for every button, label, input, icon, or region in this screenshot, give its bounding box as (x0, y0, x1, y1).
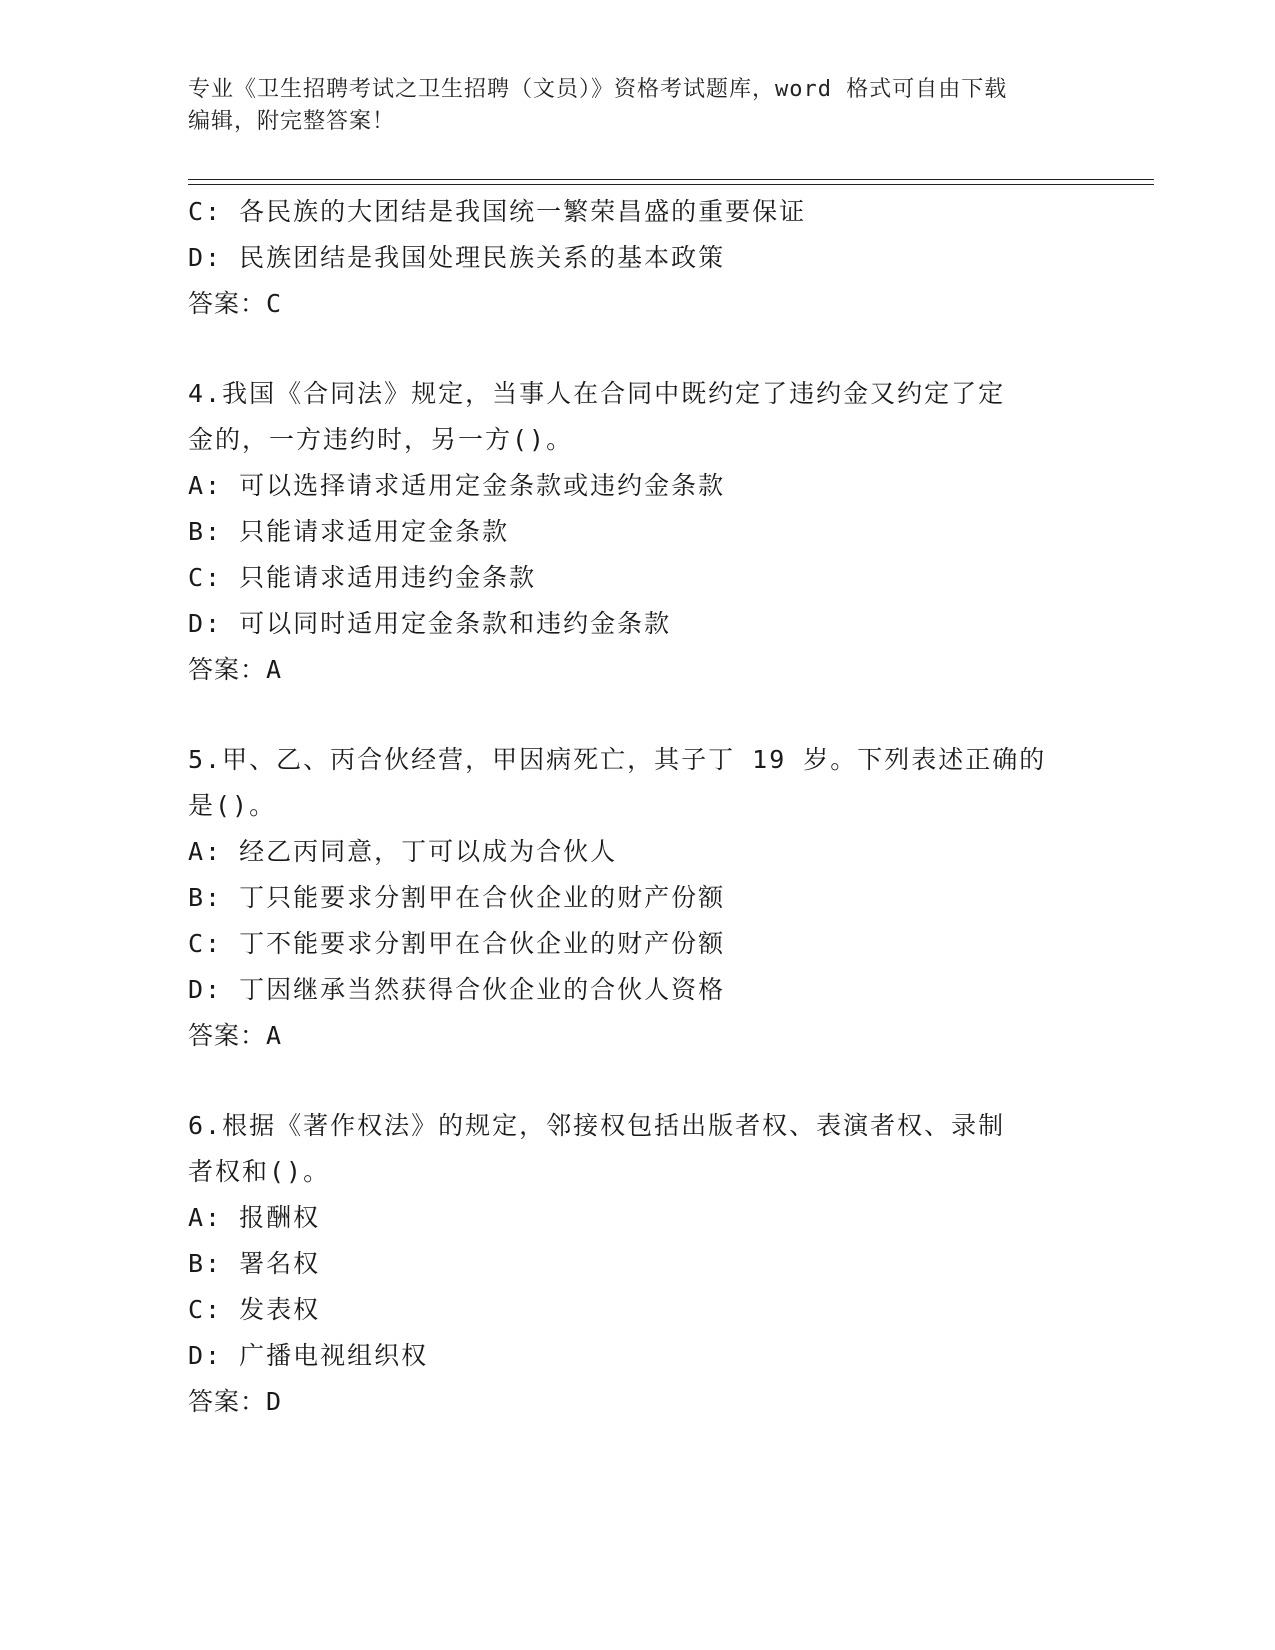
answer-line: 答案：A (188, 655, 283, 684)
option-a: A: 可以选择请求适用定金条款或违约金条款 (188, 471, 726, 500)
option-a: A: 报酬权 (188, 1203, 321, 1232)
option-b: B: 署名权 (188, 1249, 321, 1278)
question-stem-line: 6.根据《著作权法》的规定，邻接权包括出版者权、表演者权、录制 (188, 1111, 1006, 1140)
answer-line: 答案：C (188, 289, 283, 318)
header-line-1: 专业《卫生招聘考试之卫生招聘（文员）》资格考试题库，word 格式可自由下载 (188, 77, 1008, 102)
option-d: D: 广播电视组织权 (188, 1341, 429, 1370)
question-block-4 (188, 371, 1088, 693)
answer-line: 答案：A (188, 1021, 283, 1050)
option-d: D: 可以同时适用定金条款和违约金条款 (188, 609, 672, 638)
question-stem-line: 4.我国《合同法》规定，当事人在合同中既约定了违约金又约定了定 (188, 379, 1006, 408)
question-block-partial (188, 189, 1088, 327)
option-c: C: 各民族的大团结是我国统一繁荣昌盛的重要保证 (188, 197, 807, 226)
header-line-2: 编辑，附完整答案！ (188, 109, 396, 134)
spacer (188, 693, 1088, 737)
question-block-6 (188, 1103, 1088, 1425)
header-divider-top (188, 179, 1154, 180)
spacer (188, 327, 1088, 371)
answer-line: 答案：D (188, 1387, 283, 1416)
option-b: B: 丁只能要求分割甲在合伙企业的财产份额 (188, 883, 726, 912)
question-stem-line: 金的，一方违约时，另一方()。 (188, 425, 574, 454)
question-stem-line: 5.甲、乙、丙合伙经营，甲因病死亡，其子丁 19 岁。下列表述正确的 (188, 745, 1047, 774)
option-c: C: 只能请求适用违约金条款 (188, 563, 537, 592)
option-b: B: 只能请求适用定金条款 (188, 517, 510, 546)
option-d: D: 丁因继承当然获得合伙企业的合伙人资格 (188, 975, 726, 1004)
question-block-5 (188, 737, 1088, 1059)
option-a: A: 经乙丙同意，丁可以成为合伙人 (188, 837, 618, 866)
option-d: D: 民族团结是我国处理民族关系的基本政策 (188, 243, 726, 272)
question-stem-line: 是()。 (188, 791, 277, 820)
header-divider-bottom (188, 184, 1154, 185)
spacer (188, 1059, 1088, 1103)
option-c: C: 发表权 (188, 1295, 321, 1324)
option-c: C: 丁不能要求分割甲在合伙企业的财产份额 (188, 929, 726, 958)
question-content (188, 189, 1088, 1425)
page-header (188, 74, 1088, 138)
question-stem-line: 者权和()。 (188, 1157, 331, 1186)
